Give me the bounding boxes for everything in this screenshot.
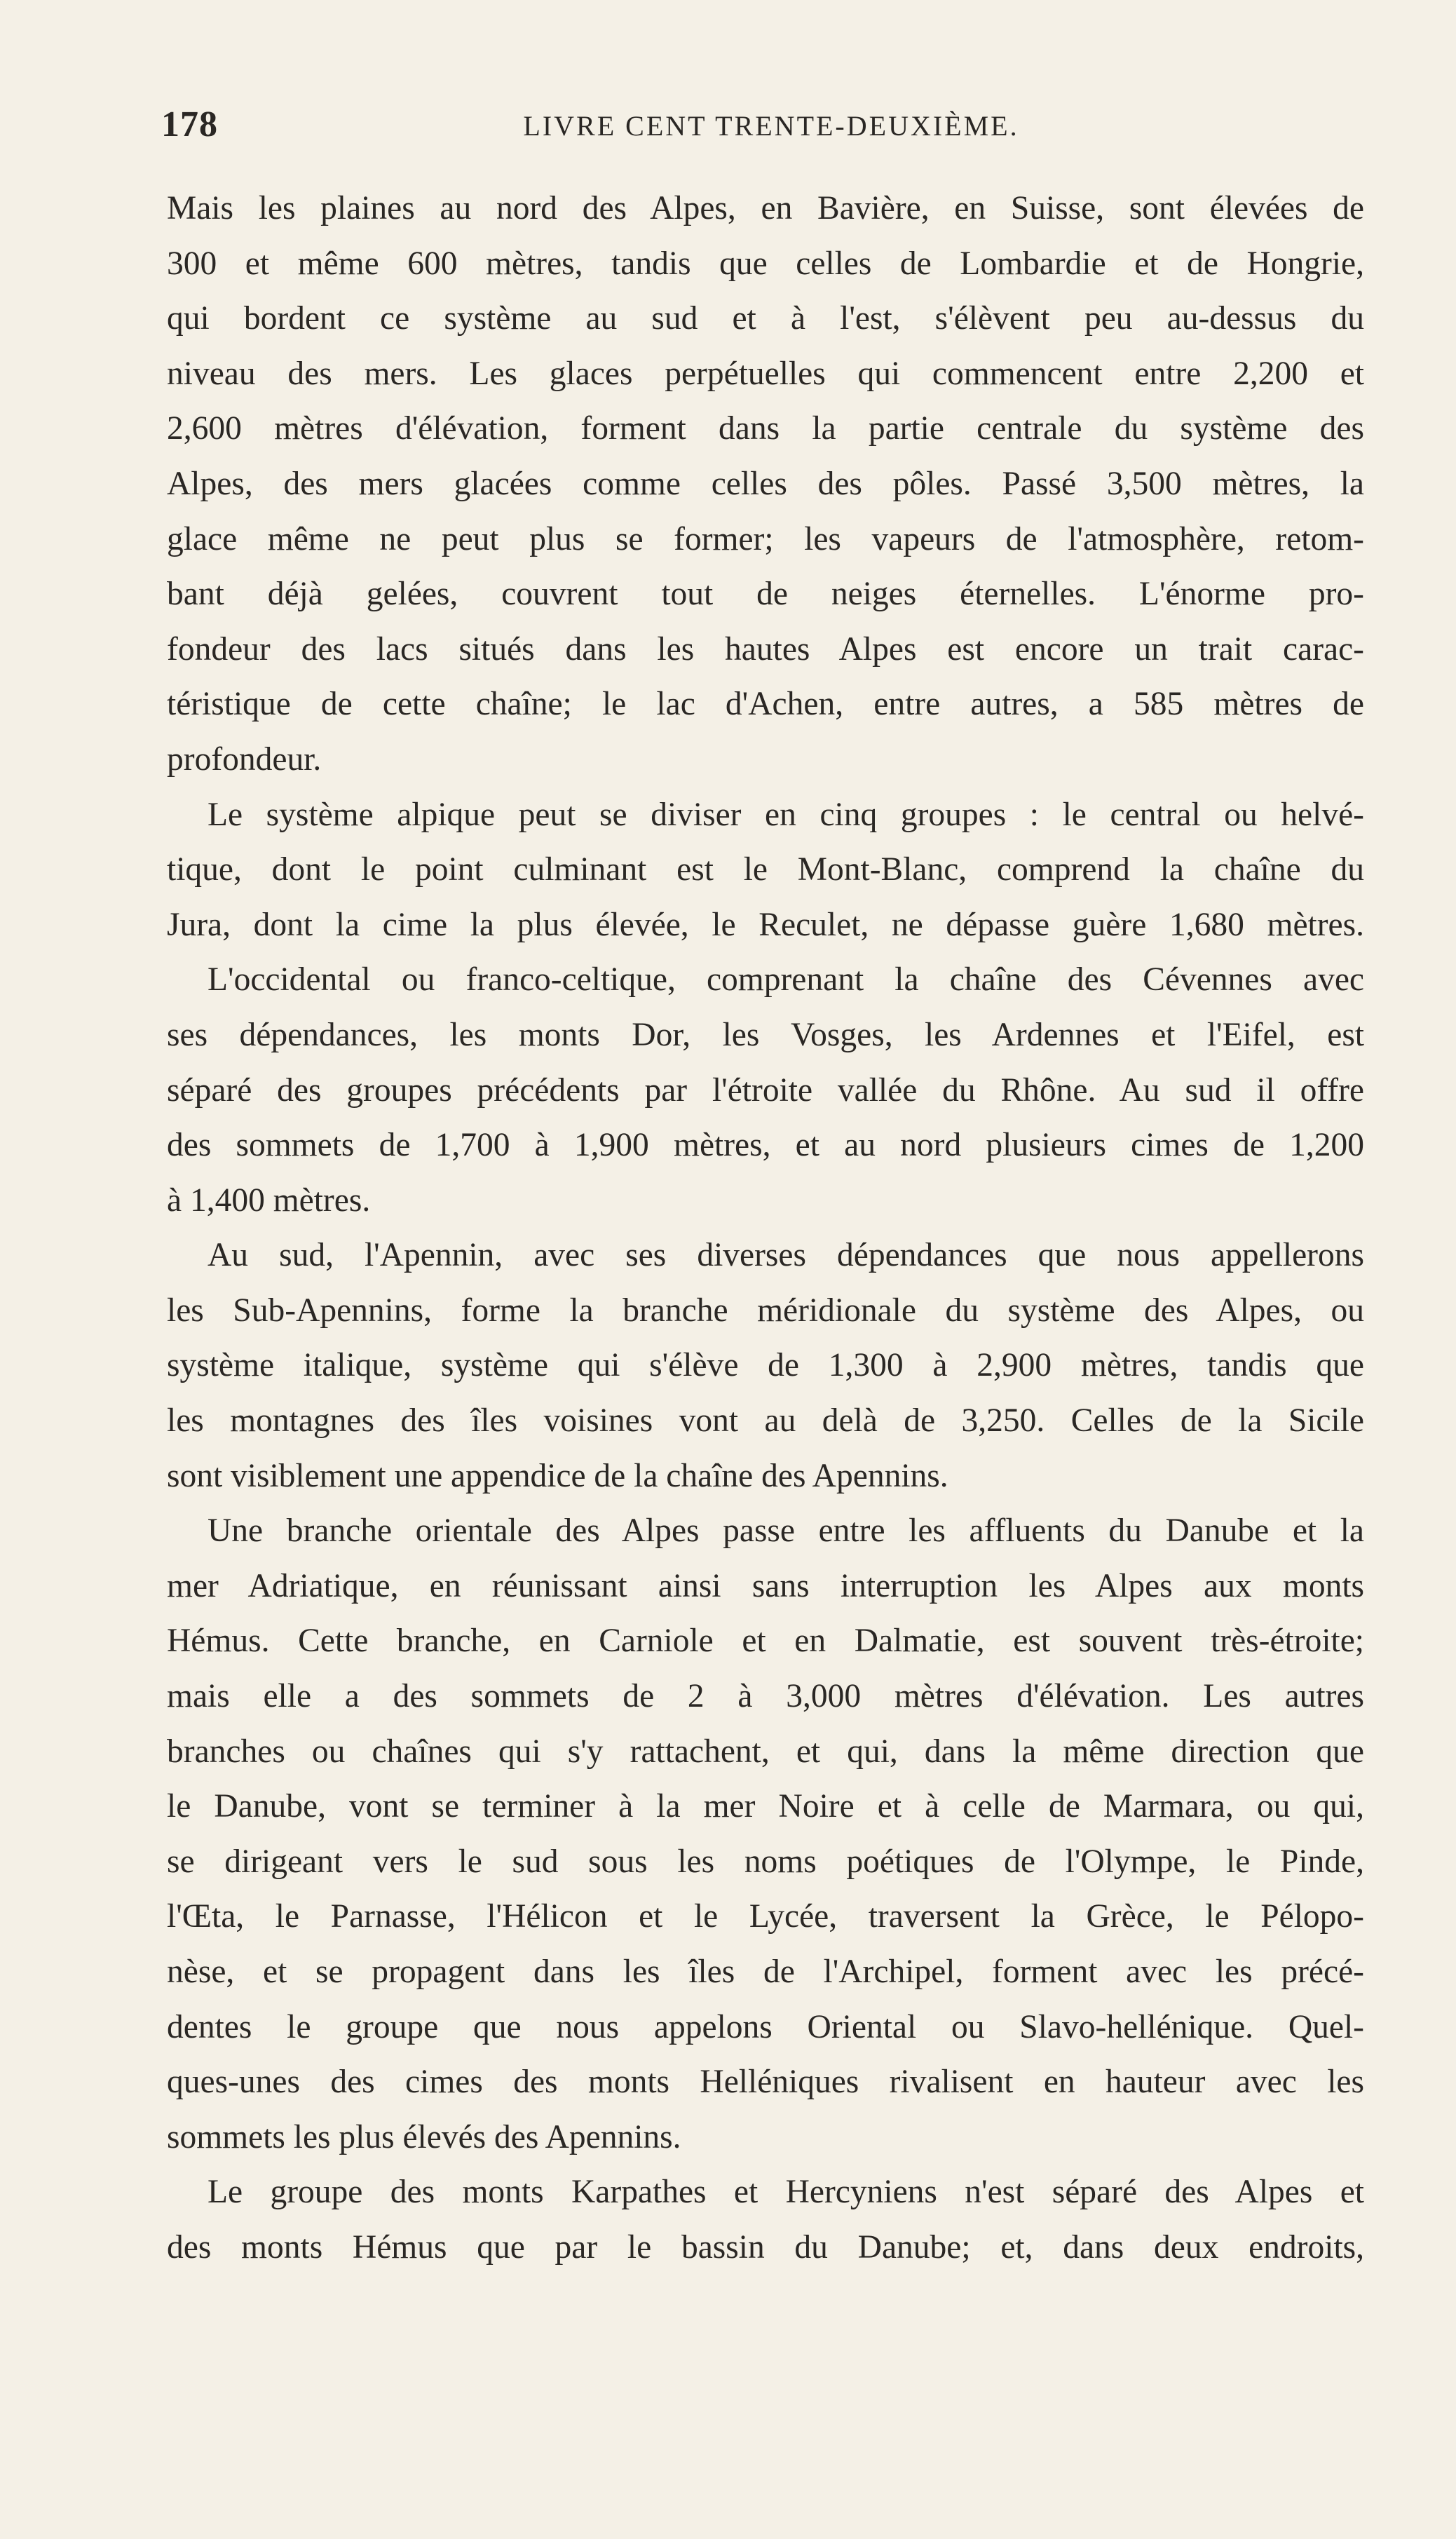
- text-line: les montagnes des îles voisines vont au delà de 3,250. Celles de la Sicile: [167, 1402, 1364, 1440]
- text-line: Hémus. Cette branche, en Carniole et en Dalmatie, est souvent très-étroite;: [167, 1623, 1364, 1660]
- text-line: Au sud, l'Apennin, avec ses diverses dépendances que nous appellerons: [207, 1237, 1364, 1274]
- text-line: tique, dont le point culminant est le Mont-Blanc, comprend la chaîne du: [167, 851, 1364, 888]
- text-line: sommets les plus élevés des Apennins.: [167, 2118, 681, 2155]
- text-line: niveau des mers. Les glaces perpétuelles qui commencent entre 2,200 et: [167, 355, 1364, 392]
- body-text: [167, 181, 1364, 2275]
- page-header: [161, 104, 1381, 153]
- text-line: nèse, et se propagent dans les îles de l'Archipel, forment avec les précé-: [167, 1954, 1364, 1990]
- text-line: Le système alpique peut se diviser en cinq groupes : le central ou helvé-: [207, 796, 1364, 833]
- running-title: LIVRE CENT TRENTE-DEUXIÈME.: [523, 110, 1019, 142]
- text-line: Jura, dont la cime la plus élevée, le Reculet, ne dépasse guère 1,680 mètres.: [167, 906, 1364, 943]
- text-line: mer Adriatique, en réunissant ainsi sans interruption les Alpes aux monts: [167, 1567, 1364, 1604]
- text-line: les Sub-Apennins, forme la branche méridionale du système des Alpes, ou: [167, 1292, 1364, 1329]
- text-line: sont visiblement une appendice de la chaîne des Apennins.: [167, 1457, 948, 1494]
- text-line: se dirigeant vers le sud sous les noms poétiques de l'Olympe, le Pinde,: [167, 1843, 1364, 1880]
- text-line: des monts Hémus que par le bassin du Danube; et, dans deux endroits,: [167, 2228, 1364, 2266]
- text-line: profondeur.: [167, 740, 322, 778]
- text-line: mais elle a des sommets de 2 à 3,000 mètres d'élévation. Les autres: [167, 1678, 1364, 1715]
- text-line: des sommets de 1,700 à 1,900 mètres, et au nord plusieurs cimes de 1,200: [167, 1127, 1364, 1164]
- text-line: L'occidental ou franco-celtique, comprenant la chaîne des Cévennes avec: [207, 961, 1364, 998]
- text-line: branches ou chaînes qui s'y rattachent, et qui, dans la même direction que: [167, 1733, 1364, 1770]
- text-line: glace même ne peut plus se former; les vapeurs de l'atmosphère, retom-: [167, 520, 1364, 557]
- text-line: dentes le groupe que nous appelons Oriental ou Slavo-hellénique. Quel-: [167, 2008, 1364, 2045]
- text-line: ques-unes des cimes des monts Helléniques rivalisent en hauteur avec les: [167, 2064, 1364, 2101]
- text-line: Alpes, des mers glacées comme celles des pôles. Passé 3,500 mètres, la: [167, 465, 1364, 502]
- text-line: qui bordent ce système au sud et à l'est, s'élèvent peu au-dessus du: [167, 300, 1364, 337]
- text-line: Mais les plaines au nord des Alpes, en Bavière, en Suisse, sont élevées de: [167, 190, 1364, 226]
- text-line: 2,600 mètres d'élévation, forment dans la partie centrale du système des: [167, 410, 1364, 447]
- text-line: le Danube, vont se terminer à la mer Noire et à celle de Marmara, ou qui,: [167, 1788, 1364, 1825]
- page-number: 178: [161, 104, 218, 144]
- text-line: ses dépendances, les monts Dor, les Vosges, les Ardennes et l'Eifel, est: [167, 1016, 1364, 1053]
- text-line: téristique de cette chaîne; le lac d'Achen, entre autres, a 585 mètres de: [167, 686, 1364, 723]
- text-line: à 1,400 mètres.: [167, 1182, 371, 1219]
- text-line: 300 et même 600 mètres, tandis que celles de Lombardie et de Hongrie,: [167, 245, 1364, 282]
- text-line: Une branche orientale des Alpes passe entre les affluents du Danube et la: [207, 1512, 1364, 1550]
- text-line: séparé des groupes précédents par l'étroite vallée du Rhône. Au sud il offre: [167, 1071, 1364, 1109]
- text-line: système italique, système qui s'élève de 1,300 à 2,900 mètres, tandis que: [167, 1347, 1364, 1384]
- text-line: fondeur des lacs situés dans les hautes Alpes est encore un trait carac-: [167, 630, 1364, 668]
- text-line: Le groupe des monts Karpathes et Hercyniens n'est séparé des Alpes et: [207, 2174, 1364, 2211]
- text-line: bant déjà gelées, couvrent tout de neiges éternelles. L'énorme pro-: [167, 576, 1364, 613]
- text-line: l'Œta, le Parnasse, l'Hélicon et le Lycée, traversent la Grèce, le Pélopo-: [167, 1898, 1364, 1935]
